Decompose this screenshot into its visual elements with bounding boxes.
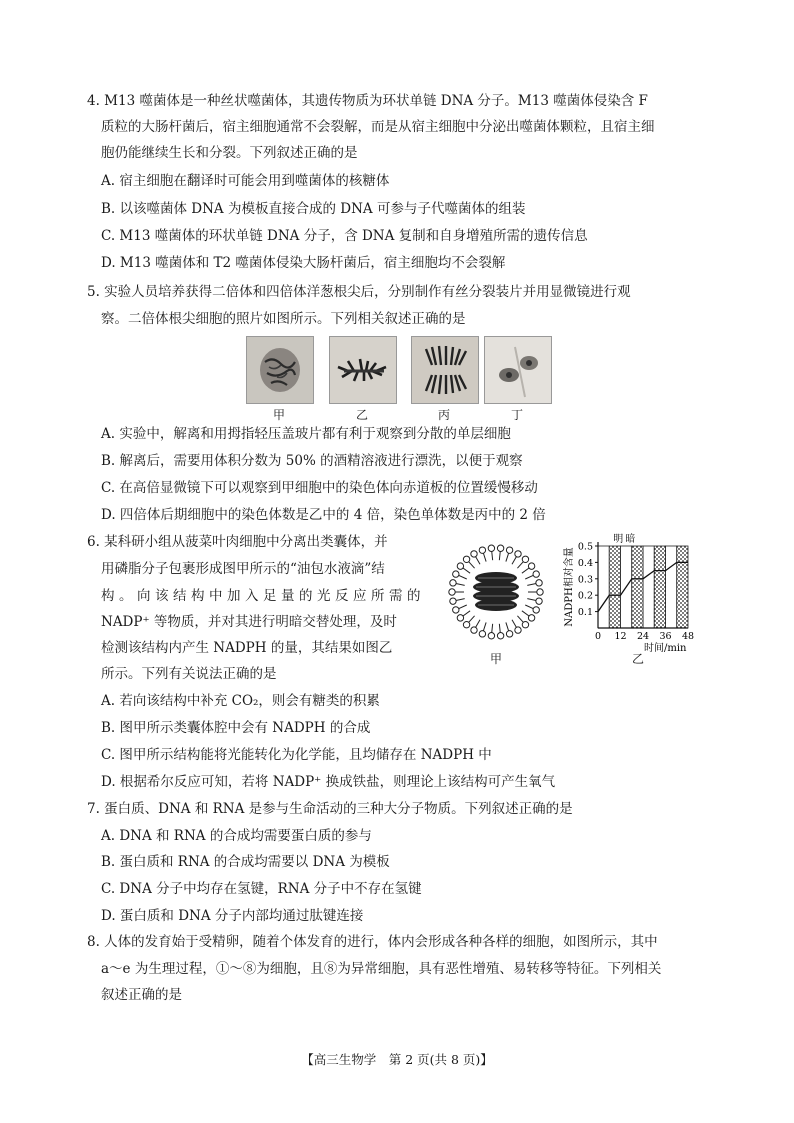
phospholipid-head bbox=[453, 607, 459, 613]
phospholipid-head bbox=[537, 589, 543, 595]
chart-legend-dark: 暗 bbox=[625, 534, 636, 545]
thylakoid-stack bbox=[473, 572, 519, 611]
micrograph-bing bbox=[411, 336, 479, 404]
q4-stem-line-2: 质粒的大肠杆菌后，宿主细胞通常不会裂解，而是从宿主细胞中分泌出噬菌体颗粒，且宿主细 bbox=[101, 119, 655, 135]
q7-option-b: B. 蛋白质和 RNA 的合成均需要以 DNA 为模板 bbox=[101, 854, 390, 870]
phospholipid-head bbox=[457, 563, 463, 569]
droplet-diagram bbox=[436, 537, 556, 649]
x-tick-label: 12 bbox=[614, 631, 627, 642]
micrograph-jia bbox=[246, 336, 314, 404]
phospholipid-head bbox=[533, 607, 539, 613]
micrograph-label-ding: 丁 bbox=[510, 408, 523, 422]
micrograph-yi bbox=[329, 336, 397, 404]
phospholipid-head bbox=[479, 631, 485, 637]
figure-jia-label: 甲 bbox=[490, 652, 503, 666]
x-tick-label: 24 bbox=[636, 631, 650, 642]
x-tick-label: 36 bbox=[659, 631, 672, 642]
micrograph-ding bbox=[484, 336, 552, 404]
figure-yi-label: 乙 bbox=[632, 652, 645, 666]
phospholipid-head bbox=[515, 551, 521, 557]
phospholipid-head bbox=[479, 547, 485, 553]
phospholipid-head bbox=[522, 556, 528, 562]
y-tick-label: 0.2 bbox=[577, 590, 593, 602]
phospholipid-head bbox=[450, 598, 456, 604]
y-tick-label: 0.5 bbox=[577, 541, 593, 553]
phospholipid-head bbox=[528, 563, 534, 569]
page-footer: 【高三生物学 第 2 页(共 8 页)】 bbox=[301, 1052, 493, 1067]
q6-option-b: B. 图甲所示类囊体腔中会有 NADPH 的合成 bbox=[101, 720, 371, 736]
light-band bbox=[666, 546, 677, 628]
phospholipid-head bbox=[463, 556, 469, 562]
phospholipid-head bbox=[536, 598, 542, 604]
q6-option-d: D. 根据希尔反应可知，若将 NADP⁺ 换成铁盐，则理论上该结构可产生氧气 bbox=[101, 774, 556, 790]
q8-stem-line-1: 8. 人体的发育始于受精卵，随着个体发育的进行，体内会形成各种各样的细胞，如图所示，其中 bbox=[87, 934, 658, 950]
q4-stem-line-1: 4. M13 噬菌体是一种丝状噬菌体，其遗传物质为环状单链 DNA 分子。M13 噬菌体侵染含 F bbox=[87, 93, 648, 109]
q6-stem-line-4: NADP⁺ 等物质，并对其进行明暗交替处理，及时 bbox=[101, 614, 397, 630]
q4-option-d: D. M13 噬菌体和 T2 噬菌体侵染大肠杆菌后，宿主细胞均不会裂解 bbox=[101, 255, 506, 271]
q6-option-c: C. 图甲所示结构能将光能转化为化学能，且均储存在 NADPH 中 bbox=[101, 747, 492, 763]
q4-stem-line-3: 胞仍能继续生长和分裂。下列叙述正确的是 bbox=[101, 145, 358, 161]
figure-oil-droplet bbox=[436, 537, 556, 653]
q7-stem-line-1: 7. 蛋白质、DNA 和 RNA 是参与生命活动的三种大分子物质。下列叙述正确的是 bbox=[87, 801, 573, 817]
phospholipid-head bbox=[533, 571, 539, 577]
q8-stem-line-2: a～e 为生理过程，①～⑧为细胞，且⑧为异常细胞，具有恶性增殖、易转移等特征。下列相关 bbox=[101, 961, 662, 977]
chart-x-axis-label: 时间/min bbox=[644, 643, 687, 654]
phospholipid-head bbox=[497, 633, 503, 639]
q6-stem-line-5: 检测该结构内产生 NADPH 的量，其结果如图乙 bbox=[101, 640, 393, 656]
q6-stem-line-6: 所示。下列有关说法正确的是 bbox=[101, 666, 277, 682]
q7-option-a: A. DNA 和 RNA 的合成均需要蛋白质的参与 bbox=[101, 828, 372, 844]
dark-band bbox=[632, 546, 643, 628]
dark-band bbox=[609, 546, 620, 628]
q5-stem-line-1: 5. 实验人员培养获得二倍体和四倍体洋葱根尖后，分别制作有丝分裂装片并用显微镜进行观 bbox=[87, 284, 631, 300]
q4-option-b: B. 以该噬菌体 DNA 为模板直接合成的 DNA 可参与子代噬菌体的组装 bbox=[101, 201, 526, 217]
phospholipid-head bbox=[506, 547, 512, 553]
phospholipid-head bbox=[457, 615, 463, 621]
q5-option-c: C. 在高倍显微镜下可以观察到甲细胞中的染色体向赤道板的位置缓慢移动 bbox=[101, 480, 538, 496]
q6-stem-line-3: 构。向该结构中加入足量的光反应所需的 bbox=[101, 588, 425, 604]
y-tick-label: 0.1 bbox=[577, 607, 593, 619]
chart-y-axis-label: NADPH相对含量 bbox=[564, 547, 575, 627]
phospholipid-head bbox=[506, 631, 512, 637]
phospholipid-head bbox=[463, 621, 469, 627]
q5-option-a: A. 实验中，解离和用拇指轻压盖玻片都有利于观察到分散的单层细胞 bbox=[101, 426, 511, 442]
q6-stem-line-2: 用磷脂分子包裹形成图甲所示的“油包水液滴”结 bbox=[101, 561, 385, 577]
phospholipid-head bbox=[528, 615, 534, 621]
q6-option-a: A. 若向该结构中补充 CO₂，则会有糖类的积累 bbox=[101, 693, 380, 709]
light-band bbox=[598, 546, 609, 628]
figure-nadph-chart bbox=[560, 530, 710, 660]
light-band bbox=[643, 546, 654, 628]
q4-option-c: C. M13 噬菌体的环状单链 DNA 分子，含 DNA 复制和自身增殖所需的遗传信息 bbox=[101, 228, 588, 244]
x-tick-label: 48 bbox=[681, 631, 695, 642]
nadph-chart bbox=[560, 530, 710, 656]
phospholipid-head bbox=[471, 551, 477, 557]
micrograph-label-bing: 丙 bbox=[437, 408, 450, 422]
x-tick-label: 0 bbox=[594, 631, 602, 642]
q6-stem-line-1: 6. 某科研小组从菠菜叶肉细胞中分离出类囊体，并 bbox=[87, 534, 388, 550]
dark-band bbox=[654, 546, 665, 628]
micrograph-label-yi: 乙 bbox=[355, 408, 368, 422]
dark-band bbox=[677, 546, 688, 628]
q4-option-a: A. 宿主细胞在翻译时可能会用到噬菌体的核糖体 bbox=[101, 173, 390, 189]
q7-option-c: C. DNA 分子中均存在氢键，RNA 分子中不存在氢键 bbox=[101, 881, 422, 897]
q8-stem-line-3: 叙述正确的是 bbox=[101, 987, 182, 1003]
phospholipid-head bbox=[497, 545, 503, 551]
q7-option-d: D. 蛋白质和 DNA 分子内部均通过肽键连接 bbox=[101, 908, 364, 924]
phospholipid-head bbox=[449, 589, 455, 595]
q5-option-b: B. 解离后，需要用体积分数为 50% 的酒精溶液进行漂洗，以便于观察 bbox=[101, 453, 523, 469]
chart-legend-light: 明 bbox=[613, 534, 624, 545]
phospholipid-head bbox=[488, 545, 494, 551]
y-tick-label: 0.4 bbox=[577, 557, 593, 569]
phospholipid-head bbox=[536, 580, 542, 586]
phospholipid-head bbox=[471, 627, 477, 633]
phospholipid-head bbox=[515, 627, 521, 633]
q5-option-d: D. 四倍体后期细胞中的染色体数是乙中的 4 倍，染色单体数是丙中的 2 倍 bbox=[101, 507, 546, 523]
phospholipid-head bbox=[522, 621, 528, 627]
y-tick-label: 0.3 bbox=[577, 574, 593, 586]
phospholipid-head bbox=[488, 633, 494, 639]
q5-stem-line-2: 察。二倍体根尖细胞的照片如图所示。下列相关叙述正确的是 bbox=[101, 311, 466, 327]
micrograph-label-jia: 甲 bbox=[272, 408, 285, 422]
phospholipid-head bbox=[453, 571, 459, 577]
phospholipid-head bbox=[450, 580, 456, 586]
